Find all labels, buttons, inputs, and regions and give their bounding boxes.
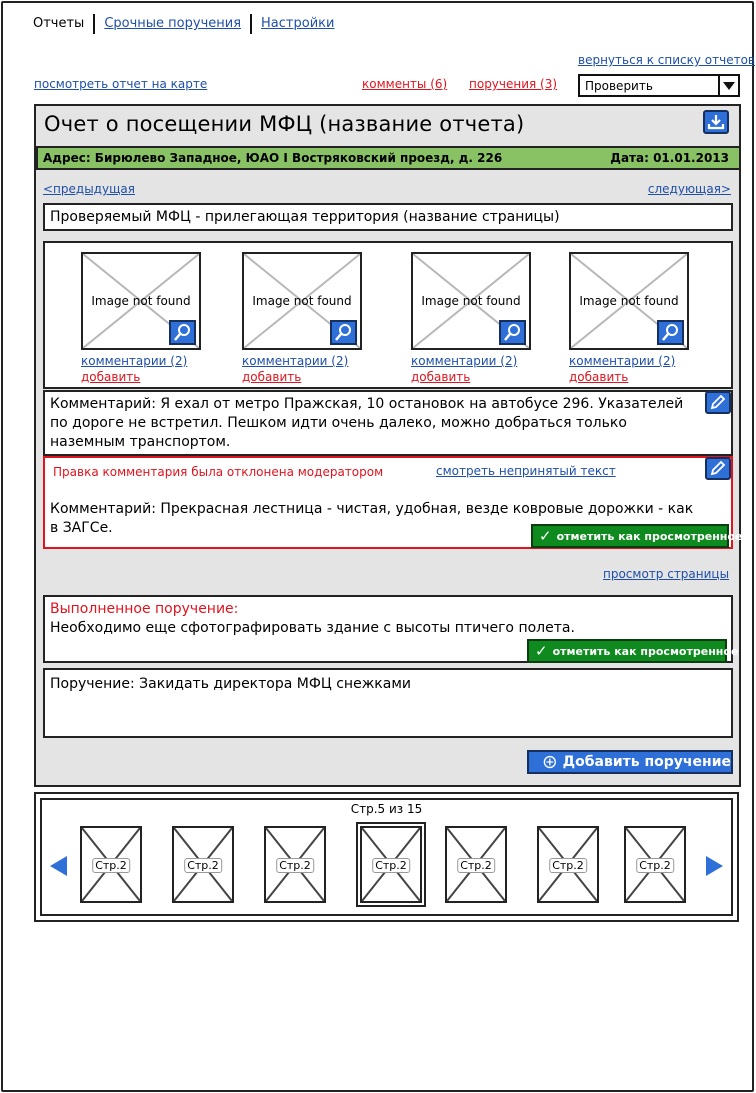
photo-add-comment-link[interactable]: добавить: [242, 370, 302, 384]
page-navigator: [34, 792, 739, 922]
comment-text: Комментарий: Я ехал от метро Пражская, 10 остановок на автобусе 296. Указателей по дороге не встретил. Пешком идти очень далеко, можно добраться только наземным транспортом.: [50, 396, 684, 450]
comment-text: Комментарий: Прекрасная лестница - чистая, удобная, везде ковровые дорожки - как в ЗАГСе.: [50, 501, 694, 536]
photo-add-comment-link[interactable]: добавить: [569, 370, 629, 384]
page-title: Проверяемый МФЦ - прилегающая территория (название страницы): [50, 209, 560, 225]
comments-link[interactable]: комменты (6): [362, 77, 448, 91]
task-box[interactable]: [43, 668, 733, 738]
edit-comment-button[interactable]: [705, 391, 731, 414]
photo-thumbnail[interactable]: [411, 252, 531, 350]
view-rejected-text-link[interactable]: смотреть непринятый текст: [436, 464, 616, 478]
page-thumbnail[interactable]: [80, 826, 142, 903]
next-page-arrow-icon[interactable]: [706, 856, 723, 876]
check-icon: ✓: [539, 527, 552, 545]
prev-page-link[interactable]: <предыдущая: [43, 182, 135, 196]
photo-add-comment-link[interactable]: добавить: [81, 370, 141, 384]
page-title-box: [43, 203, 733, 231]
next-page-link[interactable]: следующая>: [647, 182, 731, 196]
zoom-button[interactable]: [499, 320, 526, 345]
magnifier-icon: [332, 322, 355, 343]
edit-comment-button[interactable]: [705, 457, 731, 480]
photo-thumbnail[interactable]: [81, 252, 201, 350]
page-thumbnail-label: Стр.2: [92, 858, 130, 873]
page-view-link[interactable]: просмотр страницы: [603, 567, 730, 581]
report-title: Очет о посещении МФЦ (название отчета): [44, 112, 525, 136]
zoom-button[interactable]: [169, 320, 196, 345]
page-thumbnail-label: Стр.2: [636, 858, 674, 873]
page-thumbnail[interactable]: [445, 826, 507, 903]
pencil-icon: [707, 459, 729, 478]
rejected-comment-box: [43, 456, 743, 549]
plus-circle-icon: [543, 752, 557, 772]
photo-comments-link[interactable]: комментарии (2): [411, 354, 518, 368]
back-to-reports-link[interactable]: вернуться к списку отчетов: [578, 53, 755, 67]
chevron-down-icon[interactable]: [718, 76, 738, 95]
photo-add-comment-link[interactable]: добавить: [411, 370, 471, 384]
download-icon: [705, 112, 727, 132]
mark-viewed-label: отметить как просмотренное: [556, 529, 743, 543]
page-thumbnail[interactable]: [624, 826, 686, 903]
done-task-text: Необходимо еще сфотографировать здание с высоты птичего полета.: [50, 620, 575, 636]
zoom-button[interactable]: [657, 320, 684, 345]
photo-comments-link[interactable]: комментарии (2): [81, 354, 188, 368]
comment-box: [43, 390, 733, 456]
page-thumbnail[interactable]: [537, 826, 599, 903]
zoom-button[interactable]: [330, 320, 357, 345]
add-task-label: Добавить поручение: [562, 754, 731, 770]
check-icon: ✓: [535, 642, 548, 660]
photos-box: [43, 241, 733, 389]
tab-reports[interactable]: Отчеты: [33, 16, 85, 31]
tab-settings[interactable]: Настройки: [261, 16, 335, 31]
task-text: Поручение: Закидать директора МФЦ снежками: [50, 676, 411, 692]
image-caption: Image not found: [252, 294, 352, 308]
status-select[interactable]: [578, 74, 740, 97]
magnifier-icon: [501, 322, 524, 343]
page-thumbnail-label: Стр.2: [276, 858, 314, 873]
photo-thumbnail[interactable]: [569, 252, 689, 350]
magnifier-icon: [659, 322, 682, 343]
report-panel: [34, 104, 741, 787]
main-nav: [33, 14, 343, 34]
download-button[interactable]: [703, 110, 729, 134]
pencil-icon: [707, 393, 729, 412]
status-select-value: Проверить: [585, 78, 653, 93]
report-date: Дата: 01.01.2013: [610, 151, 729, 165]
tab-urgent-tasks[interactable]: Срочные поручения: [104, 16, 242, 31]
page-thumbnail-current[interactable]: [360, 826, 422, 903]
page-thumbnail-label: Стр.2: [457, 858, 495, 873]
image-caption: Image not found: [91, 294, 191, 308]
page-thumbnail-label: Стр.2: [372, 858, 410, 873]
prev-page-arrow-icon[interactable]: [50, 856, 67, 876]
mark-viewed-button[interactable]: [527, 639, 739, 663]
magnifier-icon: [171, 322, 194, 343]
done-task-title: Выполненное поручение:: [50, 601, 239, 617]
tasks-link[interactable]: поручения (3): [469, 77, 558, 91]
rejected-notice: Правка комментария была отклонена модератором: [53, 465, 384, 479]
address-bar: [36, 146, 741, 170]
add-task-button[interactable]: [527, 750, 733, 774]
page-thumbnail[interactable]: [264, 826, 326, 903]
page-counter: Стр.5 из 15: [350, 802, 423, 816]
photo-comments-link[interactable]: комментарии (2): [569, 354, 676, 368]
page-thumbnail[interactable]: [172, 826, 234, 903]
done-task-box: [43, 595, 739, 663]
view-on-map-link[interactable]: посмотреть отчет на карте: [34, 77, 208, 91]
mark-viewed-label: отметить как просмотренное: [552, 644, 739, 658]
image-caption: Image not found: [579, 294, 679, 308]
page-thumbnail-label: Стр.2: [184, 858, 222, 873]
mark-viewed-button[interactable]: [531, 524, 743, 548]
report-address: Адрес: Бирюлево Западное, ЮАО I Востряковский проезд, д. 226: [43, 151, 503, 165]
page-strip: [40, 798, 733, 916]
photo-comments-link[interactable]: комментарии (2): [242, 354, 349, 368]
page-thumbnail-label: Стр.2: [549, 858, 587, 873]
image-caption: Image not found: [421, 294, 521, 308]
photo-thumbnail[interactable]: [242, 252, 362, 350]
